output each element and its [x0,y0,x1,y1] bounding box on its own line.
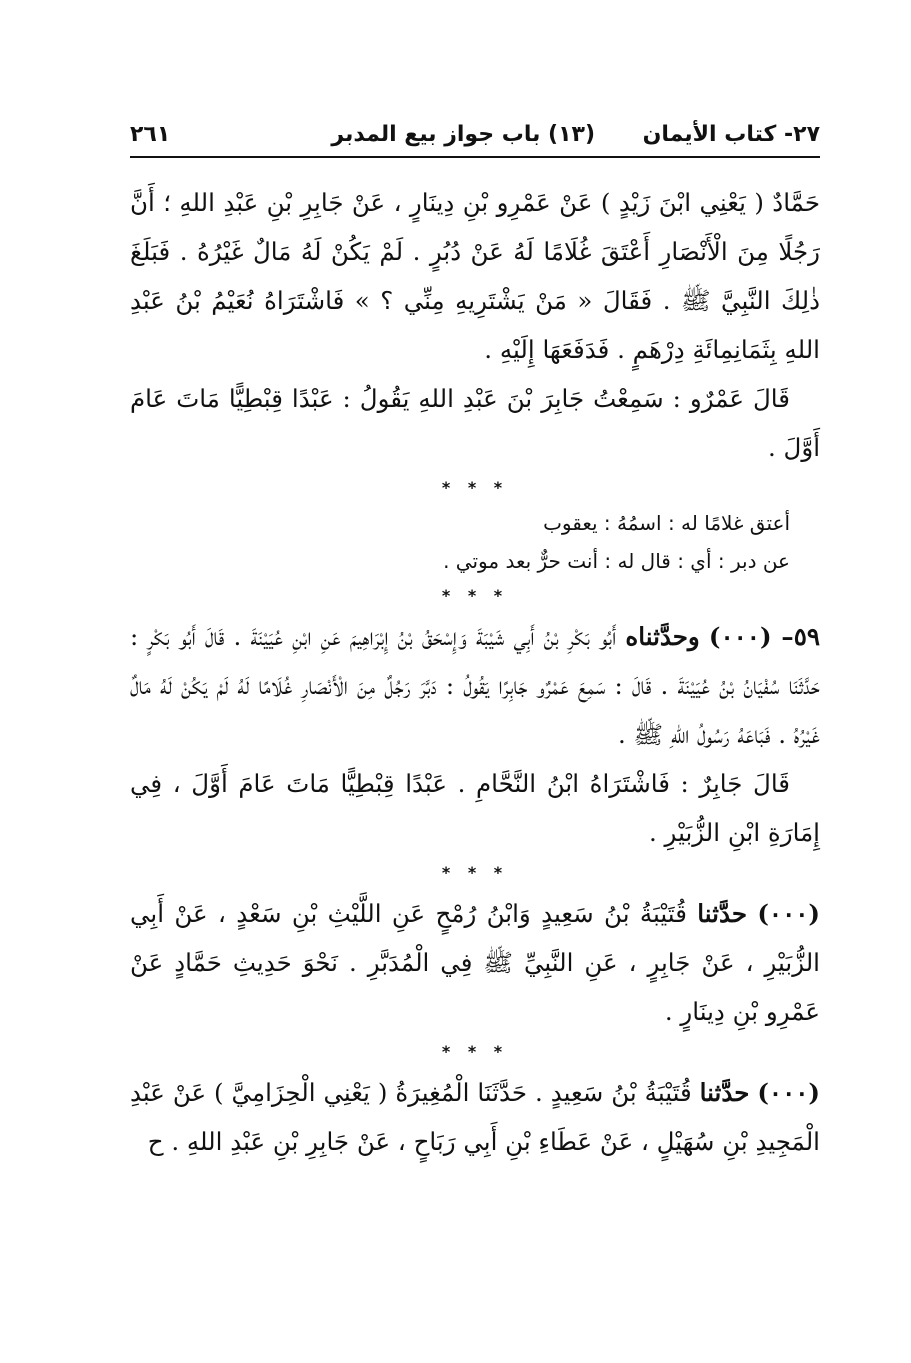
hadith-paragraph: قَالَ عَمْرٌو : سَمِعْتُ جَابِرَ بْنَ عَبْدِ اللهِ يَقُولُ : عَبْدًا قِبْطِيًّا مَاتَ عَامَ أَوَّلَ . [130,384,820,462]
hadith-number: (٠٠٠) [757,899,820,928]
chapter-title: ٢٧- كتاب الأيمان [642,122,820,147]
page-body [130,178,820,1166]
section-separator: * * * [441,586,509,605]
hadith-number: (٠٠٠) [757,1078,820,1107]
footnote: أعتق غلامًا له : اسمُهُ : يعقوب [543,511,790,535]
hadith-lead: وحدَّثناه [625,622,700,651]
hadith-lead: حدَّثنا [699,1078,750,1107]
hadith-paragraph [130,889,820,1036]
hadith-text: قُتَيْبَةُ بْنُ سَعِيدٍ . حَدَّثَنَا الْمُغِيرَةُ ( يَعْنِي الْحِزَامِيَّ ) عَنْ عَبْدِ الْمَجِيدِ بْنِ سُهَيْلٍ ، عَنْ عَطَاءِ بْنِ أَبِي رَبَاحٍ ، عَنْ جَابِرِ بْنِ عَبْدِ اللهِ . ح [130,1078,820,1156]
section-separator: * * * [441,1042,509,1061]
hadith-text: قُتَيْبَةُ بْنُ سَعِيدٍ وَابْنُ رُمْحٍ عَنِ اللَّيْثِ بْنِ سَعْدٍ ، عَنْ أَبِي الزُّبَيْرِ ، عَنْ جَابِرٍ ، عَنِ النَّبِيِّ ﷺ فِي الْمُدَبَّرِ . نَحْوَ حَدِيثِ حَمَّادٍ عَنْ عَمْرِو بْنِ دِينَارٍ . [130,899,820,1026]
section-separator: * * * [441,478,509,497]
section-separator: * * * [441,863,509,882]
footnote-block [130,504,820,580]
hadith-lead: حدَّثنا [697,899,747,928]
hadith-number: ٥٩– (٠٠٠) [708,622,821,651]
page-number: ٢٦١ [130,122,171,147]
hadith-paragraph: قَالَ جَابِرٌ : فَاشْتَرَاهُ ابْنُ النَّحَّامِ . عَبْدًا قِبْطِيًّا مَاتَ عَامَ أَوَّلَ ، فِي إِمَارَةِ ابْنِ الزُّبَيْرِ . [130,769,820,847]
section-title: (١٣) باب جواز بيع المدبر [331,122,595,147]
hadith-text: أَبُو بَكْرِ بْنُ أَبِي شَيْبَةَ وَإِسْحَقُ بْنُ إِبْرَاهِيمَ عَنِ ابْنِ عُيَيْنَةَ . قَالَ أَبُو بَكْرٍ : حَدَّثَنَا سُفْيَانُ بْنُ عُيَيْنَةَ . قَالَ : سَمِعَ عَمْرٌو جَابِرًا يَقُولُ : دَبَّرَ رَجُلٌ مِنَ الْأَنْصَارِ غُلَامًا لَهُ لَمْ يَكُنْ لَهُ مَالٌ غَيْرُهُ . فَبَاعَهُ رَسُولُ اللهِ ﷺ . [130,622,820,749]
footnote: عن دبر : أي : قال له : أنت حرٌّ بعد موتي . [443,549,790,573]
hadith-paragraph [130,1068,820,1166]
running-header [130,122,820,158]
book-page [130,100,820,1280]
hadith-paragraph: حَمَّادٌ ( يَعْنِي ابْنَ زَيْدٍ ) عَنْ عَمْرِو بْنِ دِينَارٍ ، عَنْ جَابِرِ بْنِ عَبْدِ اللهِ ؛ أَنَّ رَجُلًا مِنَ الْأَنْصَارِ أَعْتَقَ غُلَامًا لَهُ عَنْ دُبُرٍ . لَمْ يَكُنْ لَهُ مَالٌ غَيْرُهُ . فَبَلَغَ ذٰلِكَ النَّبِيَّ ﷺ . فَقَالَ « مَنْ يَشْتَرِيهِ مِنِّي ؟ » فَاشْتَرَاهُ نُعَيْمُ بْنُ عَبْدِ اللهِ بِثَمَانِمِائَةِ دِرْهَمٍ . فَدَفَعَهَا إِلَيْهِ . [130,188,820,364]
hadith-paragraph [130,612,820,759]
